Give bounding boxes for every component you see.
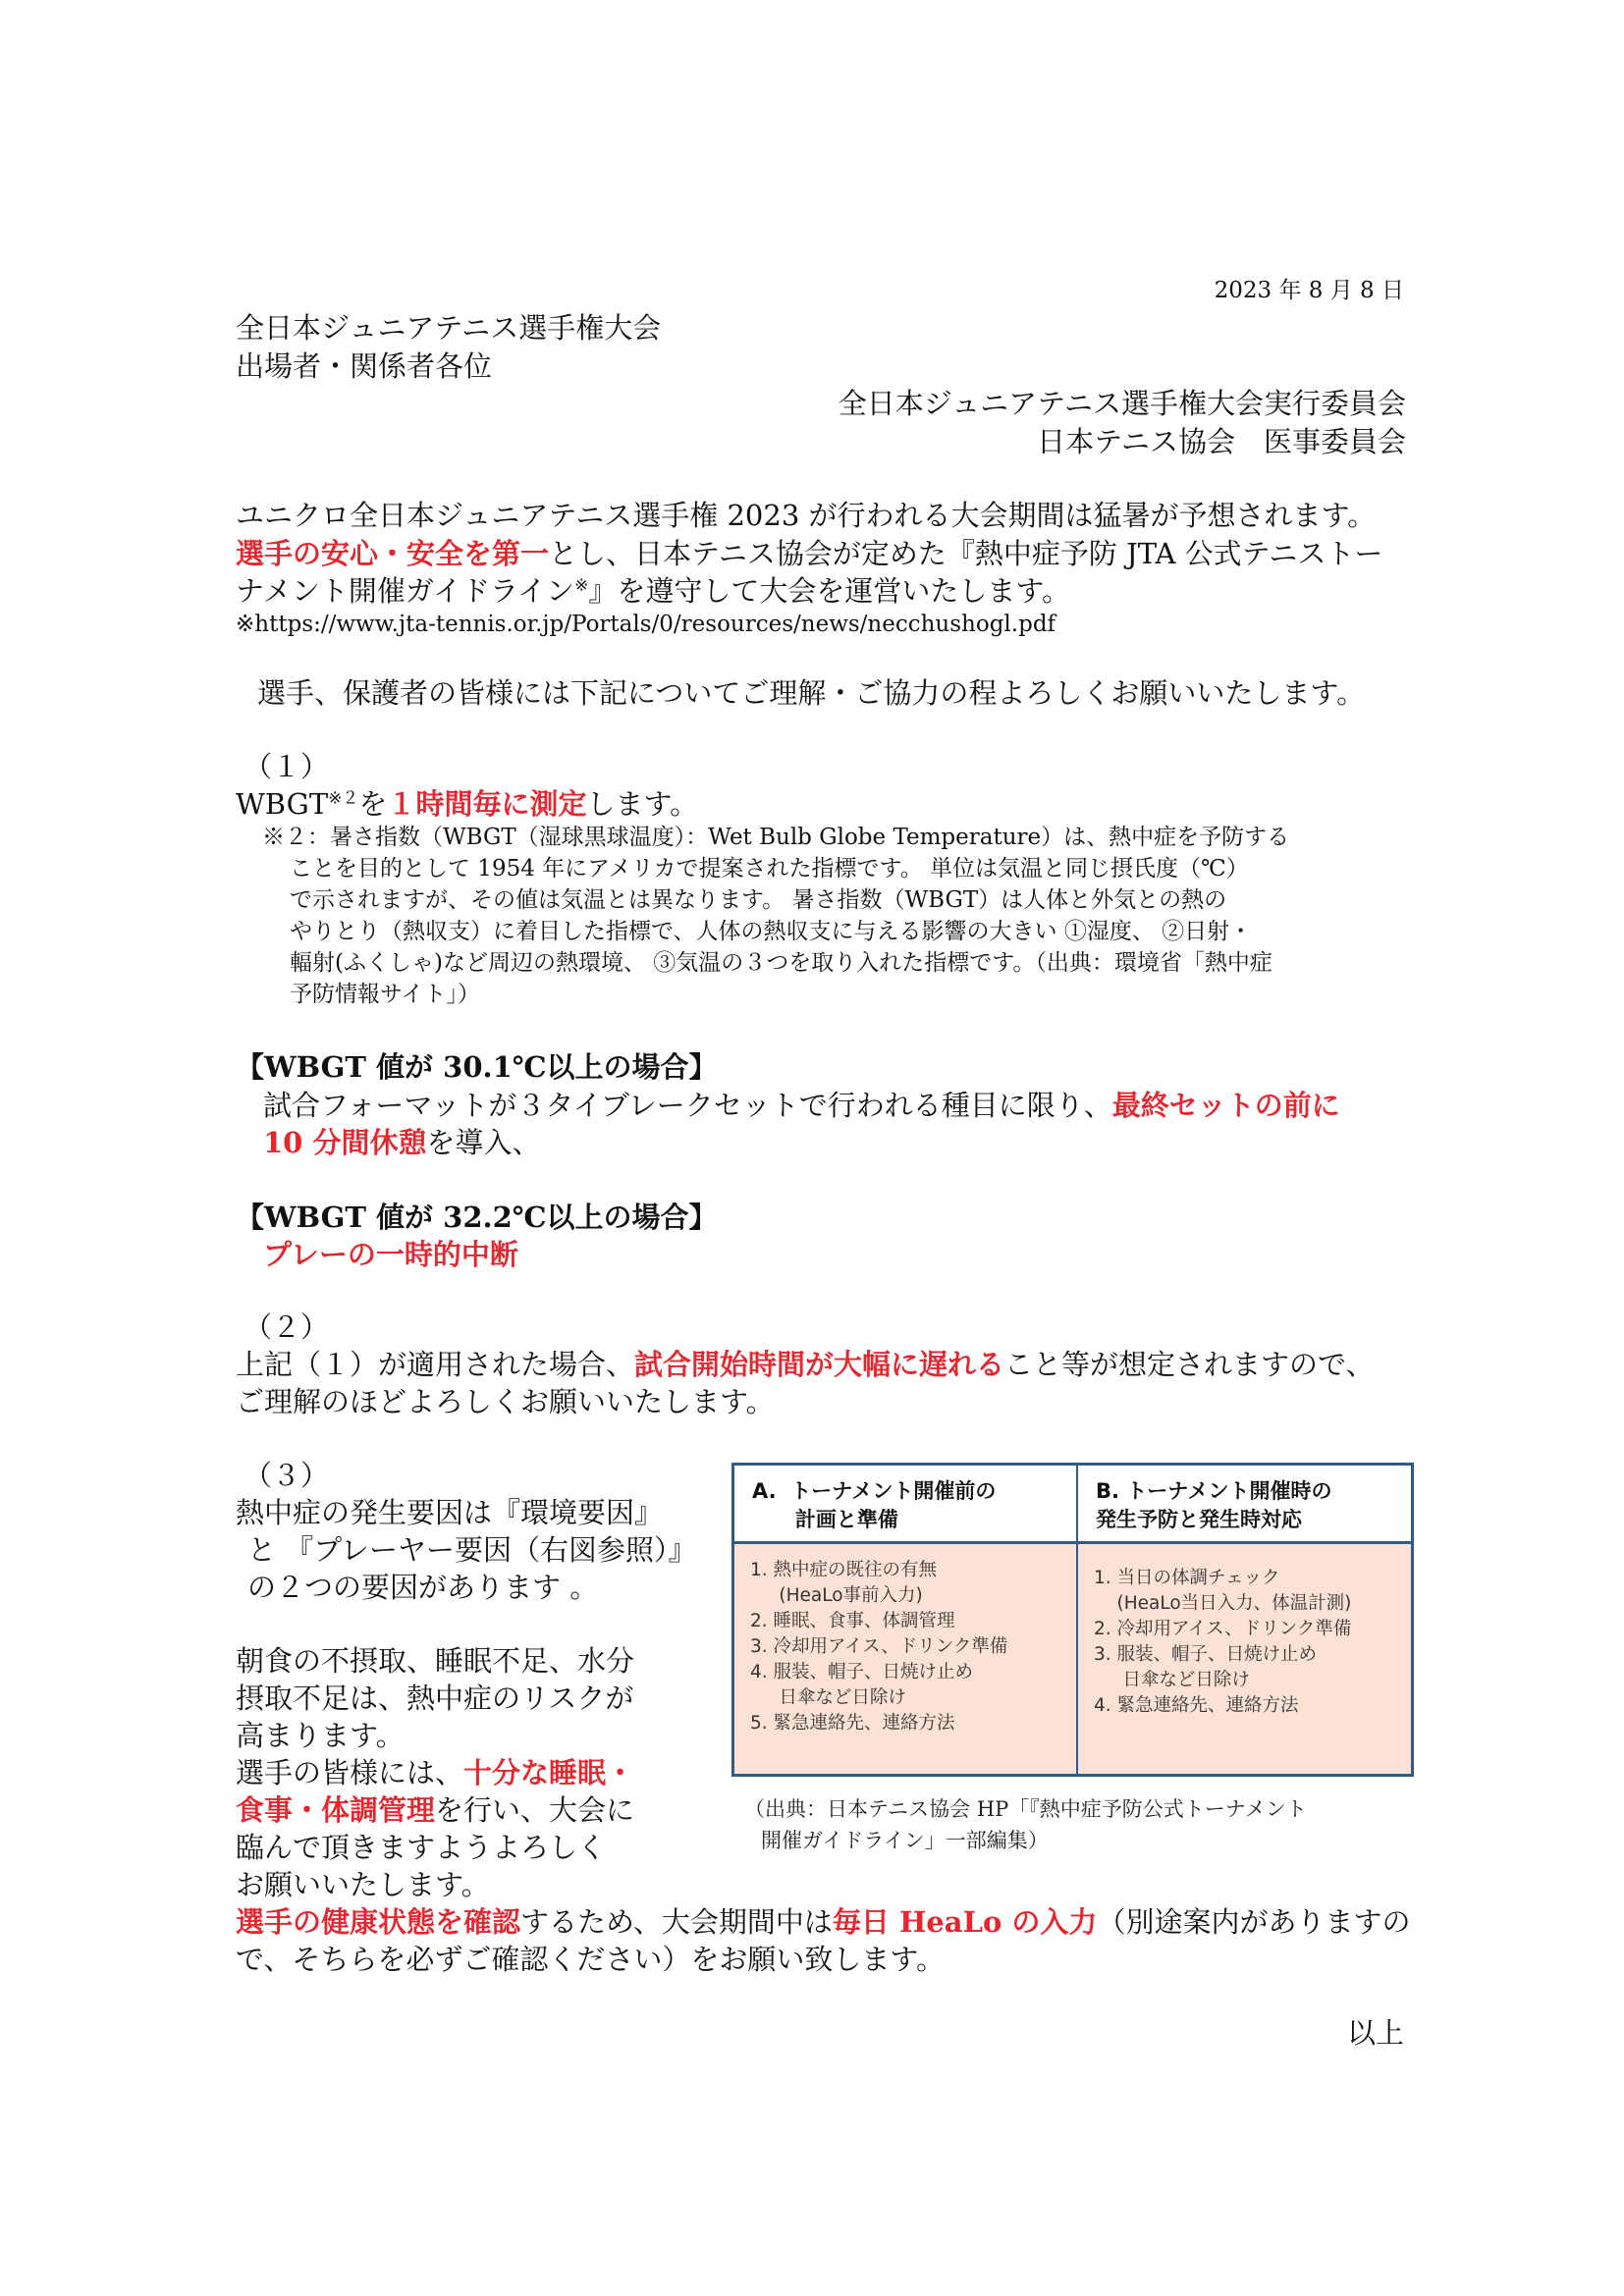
figure-column-b-body bbox=[1078, 1544, 1411, 1774]
condition-1-title: 【WBGT 値が 30.1℃以上の場合】 bbox=[236, 1050, 718, 1084]
wbgt-note-line: ※２：暑さ指数（WBGT（湿球黒球温度）：Wet Bulb Globe Temperature）は、熱中症を予防する bbox=[262, 825, 1290, 850]
advice-line-1: 選手の皆様には、十分な睡眠・ bbox=[236, 1756, 635, 1789]
sender-line-2: 日本テニス協会 医事委員会 bbox=[1037, 425, 1406, 458]
condition-1-text: 試合フォーマットが３タイブレークセットで行われる種目に限り、最終セットの前に bbox=[263, 1089, 1340, 1122]
figure-item: 2. 冷却用アイス、ドリンク準備 bbox=[1094, 1619, 1352, 1639]
figure-caption-line-1: （出典：日本テニス協会 HP「『熱中症予防公式トーナメント bbox=[744, 1797, 1307, 1821]
advice-line-4: お願いいたします。 bbox=[236, 1868, 490, 1901]
wbgt-note-line: で示されますが、その値は気温とは異なります。 暑さ指数（WBGT）は人体と外気との熱の bbox=[290, 887, 1227, 913]
healo-line-2: で、そちらを必ずご確認ください）をお願い致します。 bbox=[236, 1943, 946, 1976]
heatstroke-prevention-figure bbox=[731, 1463, 1414, 1777]
section-3-line: 熱中症の発生要因は『環境要因』 bbox=[236, 1496, 664, 1529]
intro-line-2: 選手の安心・安全を第一とし、日本テニス協会が定めた『熱中症予防 JTA 公式テニストー bbox=[236, 537, 1383, 570]
advice-line-2: 食事・体調管理を行い、大会に bbox=[236, 1793, 635, 1827]
figure-column-b-title: B. トーナメント開催時の 発生予防と発生時対応 bbox=[1078, 1466, 1411, 1544]
figure-column-a-body bbox=[734, 1544, 1076, 1774]
wbgt-measure-line: WBGT$^{※2}$を１時間毎に測定します。 bbox=[236, 787, 699, 821]
figure-item: 4. 緊急連絡先、連絡方法 bbox=[1094, 1695, 1299, 1716]
recipient-line-2: 出場者・関係者各位 bbox=[236, 349, 493, 383]
figure-caption-line-2: 開催ガイドライン」一部編集） bbox=[761, 1829, 1049, 1852]
risk-line: 朝食の不摂取、睡眠不足、水分 bbox=[236, 1644, 635, 1678]
wbgt-note-line: ことを目的として 1954 年にアメリカで提案された指標です。 単位は気温と同じ摂氏度（℃） bbox=[290, 856, 1249, 881]
recipient-line-1: 全日本ジュニアテニス選手権大会 bbox=[236, 311, 662, 345]
section-2-line-1: 上記（１）が適用された場合、試合開始時間が大幅に遅れること等が想定されますので、 bbox=[236, 1348, 1375, 1381]
risk-line: 高まります。 bbox=[236, 1719, 405, 1752]
guideline-url: ※https://www.jta-tennis.or.jp/Portals/0/resources/news/necchushogl.pdf bbox=[236, 612, 1056, 637]
condition-2-title: 【WBGT 値が 32.2℃以上の場合】 bbox=[236, 1201, 718, 1234]
figure-item: 3. 服装、帽子、日焼け止め 日傘など日除け bbox=[1094, 1644, 1318, 1690]
request-line: 選手、保護者の皆様には下記についてご理解・ご協力の程よろしくお願いいたします。 bbox=[257, 676, 1366, 710]
section-2-line-2: ご理解のほどよろしくお願いいたします。 bbox=[236, 1385, 775, 1418]
section-3-line: と 『プレーヤー要因（右図参照）』 bbox=[247, 1533, 697, 1567]
document-date: 2023 年 8 月 8 日 bbox=[1214, 278, 1404, 303]
figure-item: 3. 冷却用アイス、ドリンク準備 bbox=[750, 1636, 1008, 1657]
figure-item: 1. 当日の体調チェック (HeaLo当日入力、体温計測) bbox=[1094, 1568, 1352, 1614]
wbgt-note-line: 予防情報サイト」） bbox=[290, 982, 480, 1007]
intro-line-3: ナメント開催ガイドライン※』を遵守して大会を運営いたします。 bbox=[236, 574, 1071, 608]
figure-column-a-title: A. トーナメント開催前の 計画と準備 bbox=[734, 1466, 1076, 1544]
figure-item: 4. 服装、帽子、日焼け止め 日傘など日除け bbox=[750, 1662, 974, 1708]
advice-line-3: 臨んで頂きますようよろしく bbox=[236, 1831, 607, 1864]
closing-mark: 以上 bbox=[1346, 2016, 1404, 2050]
figure-item: 5. 緊急連絡先、連絡方法 bbox=[750, 1713, 955, 1734]
section-1-number: （１） bbox=[244, 750, 330, 783]
condition-1-text-2: 10 分間休憩を導入、 bbox=[263, 1126, 541, 1159]
condition-2-text: プレーの一時的中断 bbox=[263, 1238, 518, 1271]
section-3-number: （３） bbox=[244, 1459, 330, 1492]
figure-item: 1. 熱中症の既往の有無 (HeaLo事前入力) bbox=[750, 1560, 938, 1606]
risk-line: 摂取不足は、熱中症のリスクが bbox=[236, 1682, 634, 1715]
wbgt-note-line: 輻射(ふくしゃ)など周辺の熱環境、 ③気温の３つを取り入れた指標です。（出典：環境省「熱中症 bbox=[290, 950, 1272, 976]
wbgt-note-line: やりとり（熱収支）に着目した指標で、人体の熱収支に与える影響の大きい ①湿度、 ②日射・ bbox=[290, 919, 1253, 944]
healo-line-1: 選手の健康状態を確認するため、大会期間中は毎日 HeaLo の入力（別途案内がありますの bbox=[236, 1905, 1411, 1939]
figure-column-b bbox=[1078, 1466, 1411, 1774]
intro-line-1: ユニクロ全日本ジュニアテニス選手権 2023 が行われる大会期間は猛暑が予想されます。 bbox=[236, 499, 1377, 532]
figure-column-a bbox=[734, 1466, 1078, 1774]
section-2-number: （２） bbox=[244, 1310, 330, 1344]
intro-emphasis: 選手の安心・安全を第一 bbox=[236, 537, 550, 570]
figure-item: 2. 睡眠、食事、体調管理 bbox=[750, 1611, 955, 1631]
sender-line-1: 全日本ジュニアテニス選手権大会実行委員会 bbox=[838, 387, 1406, 420]
section-3-line: の２つの要因があります 。 bbox=[247, 1571, 599, 1604]
